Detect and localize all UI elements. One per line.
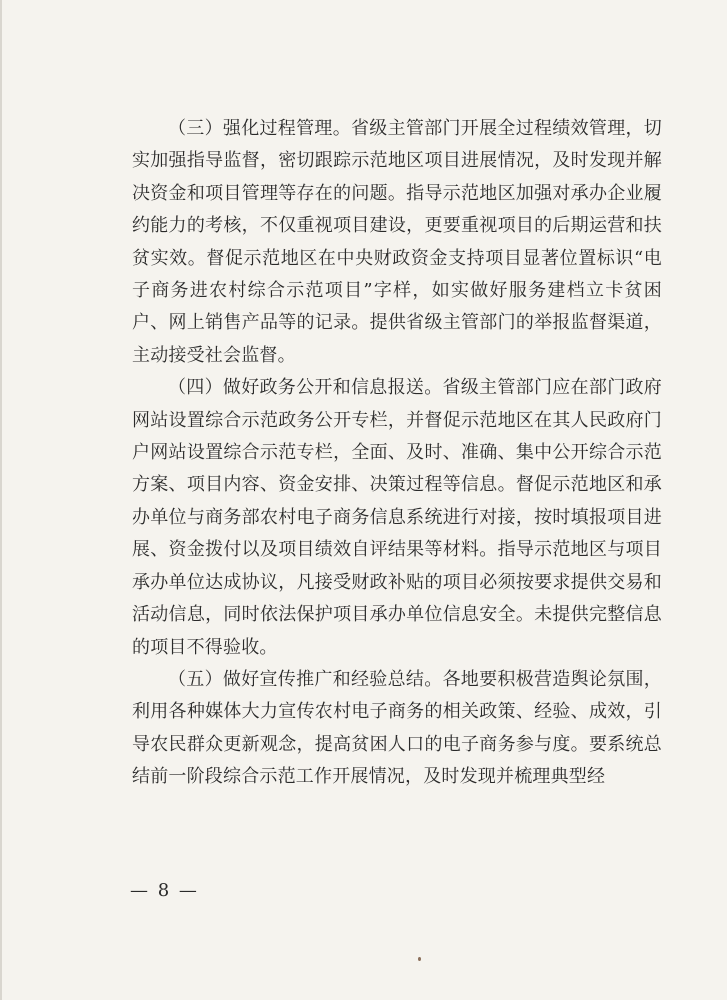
paragraph-process-management xyxy=(132,113,662,372)
paragraph-text: 各地要积极营造舆论氛围，利用各种媒体大力宣传农村电子商务的相关政策、经验、成效，引导农民群众更新观念，提高贫困人口的电子商务参与度。要系统总结前一阶段综合示范工作开展情况，及时发现并梳理典型经 xyxy=(132,668,662,788)
paragraph-heading: （三）强化过程管理。 xyxy=(168,118,351,139)
paragraph-text: 省级主管部门开展全过程绩效管理，切实加强指导监督，密切跟踪示范地区项目进展情况，及时发现并解决资金和项目管理等存在的问题。指导示范地区加强对承办企业履约能力的考核，不仅重视项目建设，更要重视项目的后期运营和扶贫实效。督促示范地区在中央财政资金支持项目显著位置标识“电子商务进农村综合示范项目”字样，如实做好服务建档立卡贫困户、网上销售产品等的记录。提供省级主管部门的举报监督渠道，主动接受社会监督。 xyxy=(132,118,662,366)
scan-edge xyxy=(0,0,2,1000)
paragraph-text: 省级主管部门应在部门政府网站设置综合示范政务公开专栏，并督促示范地区在其人民政府门户网站设置综合示范专栏，全面、及时、准确、集中公开综合示范方案、项目内容、资金安排、决策过程等信息。督促示范地区和承办单位与商务部农村电子商务信息系统进行对接，按时填报项目进展、资金拨付以及项目绩效自评结果等材料。指导示范地区与项目承办单位达成协议，凡接受财政补贴的项目必须按要求提供交易和活动信息，同时依法保护项目承办单位信息安全。未提供完整信息的项目不得验收。 xyxy=(132,377,662,658)
page-number: — 8 — xyxy=(130,880,199,901)
scan-speck xyxy=(418,957,421,961)
paragraph-heading: （五）做好宣传推广和经验总结。 xyxy=(168,668,443,690)
paragraph-publicity-summary xyxy=(132,664,662,794)
paragraph-information-disclosure xyxy=(132,372,662,664)
paragraph-heading: （四）做好政务公开和信息报送。 xyxy=(168,377,443,399)
body-text xyxy=(132,113,662,794)
